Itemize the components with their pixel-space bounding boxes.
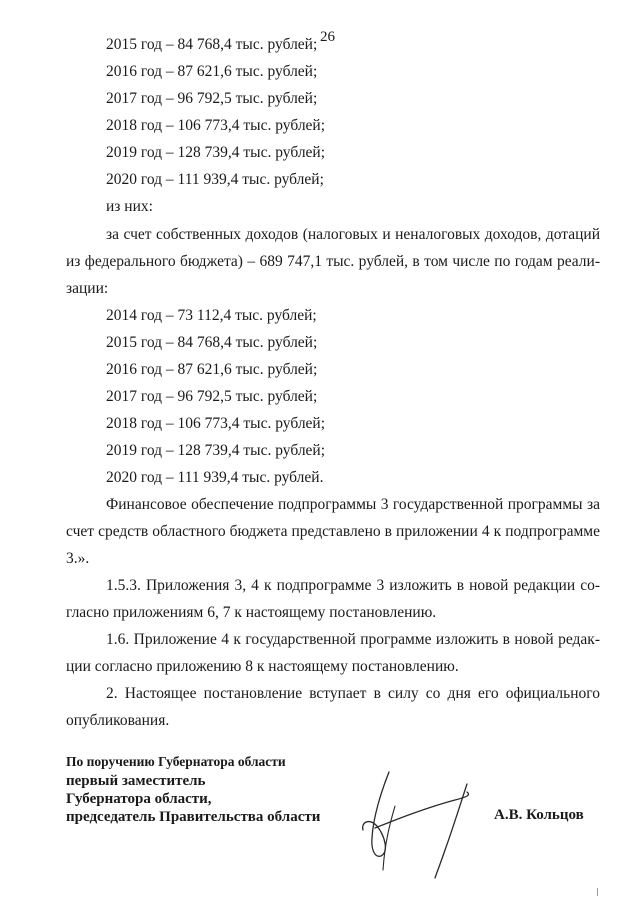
page-number: 26: [320, 29, 335, 45]
year-line-2018-b: 2018 год – 106 773,4 тыс. рублей;: [106, 415, 326, 432]
year-line-2016-b: 2016 год – 87 621,6 тыс. рублей;: [106, 361, 318, 378]
own-income-line-1: за счет собственных доходов (налоговых и неналоговых доходов, дотаций: [106, 226, 600, 243]
clause-153-line-2: гласно приложениям 6, 7 к настоящему постановлению.: [66, 604, 437, 621]
year-line-2019-b: 2019 год – 128 739,4 тыс. рублей;: [106, 442, 326, 459]
clause-16-line-2: ции согласно приложению 8 к настоящему постановлению.: [66, 658, 459, 675]
signer-name: А.В. Кольцов: [494, 807, 584, 823]
own-income-line-3: зации:: [66, 280, 109, 297]
financing-line-3: 3.».: [66, 550, 90, 567]
signature-title-line-2: Губернатора области,: [66, 791, 212, 807]
year-line-2015: 2015 год – 84 768,4 тыс. рублей;: [106, 36, 318, 53]
year-line-2019: 2019 год – 128 739,4 тыс. рублей;: [106, 144, 326, 161]
financing-line-2: счет средств областного бюджета представлено в приложении 4 к подпрограмме: [66, 523, 600, 540]
clause-2-line-2: опубликования.: [66, 712, 170, 729]
signature-title-line-3: председатель Правительства области: [66, 809, 321, 825]
of-them-label: из них:: [106, 198, 153, 215]
year-line-2014-b: 2014 год – 73 112,4 тыс. рублей;: [106, 307, 317, 324]
clause-16-line-1: 1.6. Приложение 4 к государственной программе изложить в новой редак-: [106, 631, 600, 648]
year-line-2020-b: 2020 год – 111 939,4 тыс. рублей.: [106, 469, 324, 486]
year-line-2017: 2017 год – 96 792,5 тыс. рублей;: [106, 90, 318, 107]
year-line-2020: 2020 год – 111 939,4 тыс. рублей;: [106, 171, 324, 188]
own-income-line-2: из федерального бюджета) – 689 747,1 тыс. рублей, в том числе по годам реали-: [66, 253, 600, 270]
clause-2-line-1: 2. Настоящее постановление вступает в силу со дня его официального: [106, 685, 600, 702]
signature-authority-line: По поручению Губернатора области: [66, 754, 286, 769]
clause-153-line-1: 1.5.3. Приложения 3, 4 к подпрограмме 3 изложить в новой редакции со-: [106, 577, 600, 594]
handwritten-signature: [355, 770, 485, 880]
year-line-2017-b: 2017 год – 96 792,5 тыс. рублей;: [106, 388, 318, 405]
year-line-2015-b: 2015 год – 84 768,4 тыс. рублей;: [106, 334, 318, 351]
signature-title-line-1: первый заместитель: [66, 773, 206, 789]
year-line-2018: 2018 год – 106 773,4 тыс. рублей;: [106, 117, 326, 134]
year-line-2016: 2016 год – 87 621,6 тыс. рублей;: [106, 63, 318, 80]
scan-mark: [597, 888, 598, 896]
financing-line-1: Финансовое обеспечение подпрограммы 3 государственной программы за: [106, 496, 600, 513]
